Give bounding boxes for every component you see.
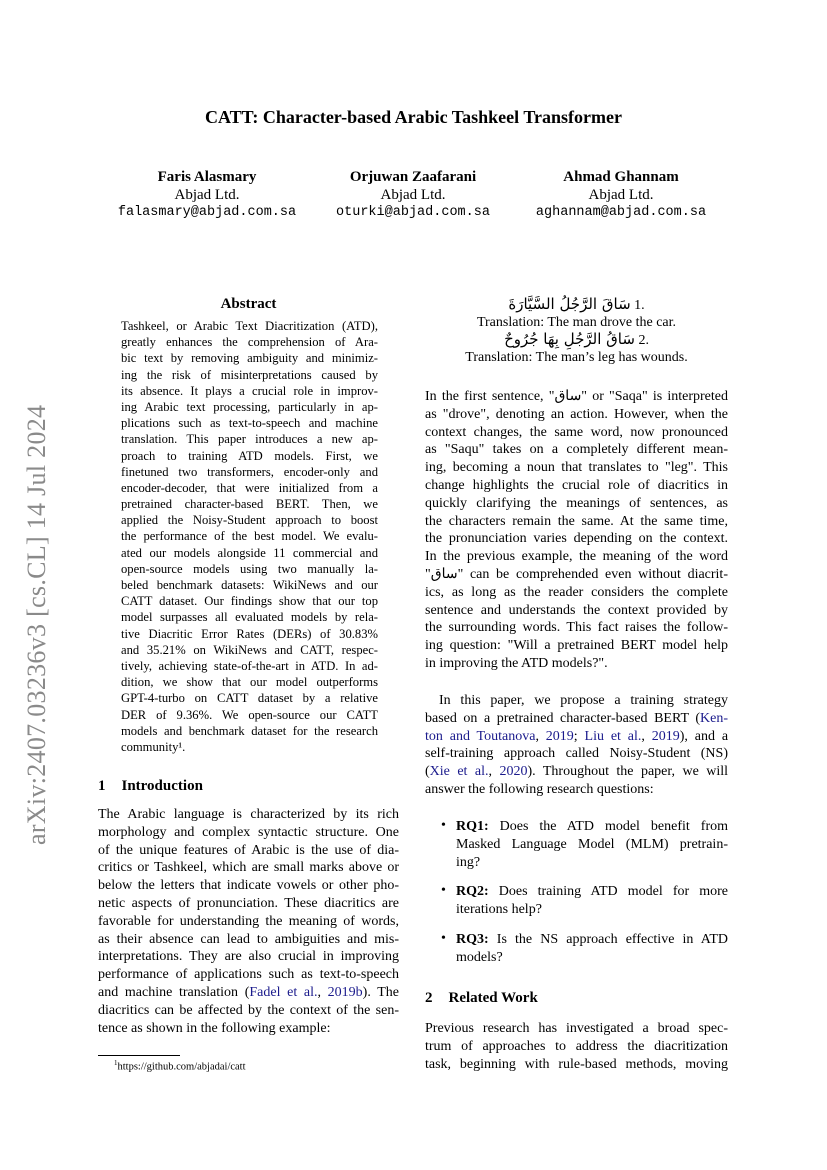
text-line: greatly enhances the comprehension of Ara- (121, 335, 378, 350)
text-line: performance of applications such as text-to-speech (98, 967, 399, 983)
text-line: ing question: "Will a pretrained BERT model help (425, 638, 728, 654)
text-line: models and benchmark dataset for the research (121, 723, 378, 738)
example-1-arabic: سَاقَ الرَّجُلُ السَّيَّارَةَ 1. (508, 295, 645, 313)
bullet-icon: • (441, 818, 446, 833)
question-label: RQ1: (456, 819, 489, 834)
text-line: sentence and understands the context provided by (425, 602, 728, 618)
section-title: Introduction (121, 778, 203, 794)
text-line: ing Arabic text processing, particularly in ap- (121, 399, 378, 414)
paper-title: CATT: Character-based Arabic Tashkeel Transformer (205, 107, 622, 127)
text-line: DER of 9.36%. We open-source our CATT (121, 707, 378, 722)
question-label: RQ3: (456, 932, 489, 947)
text-span: ). The (362, 984, 399, 1000)
text-line: the characters remain the same. At the same time, (425, 513, 728, 529)
text-line: GPT-4-turbo on CATT dataset by a relative (121, 691, 378, 706)
author-email: falasmary@abjad.com.sa (117, 205, 297, 220)
text-line: below the letters that indicate vowels or other pho- (98, 878, 399, 894)
section-number: 1 (98, 778, 106, 794)
text-line: iterations help? (456, 902, 542, 918)
text-line: Tashkeel, or Arabic Text Diacritization (ATD), (121, 319, 378, 333)
text-line: ing the risk of misinterpretations caused by (121, 367, 378, 382)
text-line: quickly clarifying the meanings of sentences, as (425, 495, 728, 511)
section-title: Related Work (448, 990, 538, 1006)
footnote-link[interactable]: https://github.com/abjadai/catt (117, 1061, 246, 1073)
text-line: ated our models alongside 11 commercial and (121, 545, 378, 560)
text-line (425, 763, 728, 781)
example-2-arabic: سَاقُ الرَّجُلِ بِهَا جُرُوحٌ 2. (504, 330, 649, 348)
author-email: oturki@abjad.com.sa (336, 205, 490, 220)
citation-link[interactable]: 2020 (499, 764, 528, 780)
text-line: tive Diacritic Error Rates (DERs) of 30.83% (121, 626, 378, 641)
abstract-heading: Abstract (220, 296, 277, 312)
author-email: aghannam@abjad.com.sa (535, 205, 707, 220)
example-1-translation: Translation: The man drove the car. (476, 315, 677, 330)
author-2 (293, 168, 533, 222)
text-line (425, 692, 728, 710)
text-line: interpretations. They are also crucial in improving (98, 949, 399, 965)
citation-link[interactable]: 2019 (545, 728, 574, 744)
text-line: models? (456, 949, 503, 965)
text-line: in improving the ATD models?". (425, 655, 608, 671)
text-line: critics or Tashkeel, which are small marks above or (98, 860, 399, 876)
text-line (425, 781, 728, 799)
text-line: the surrounding words. This fact raises the follow- (425, 620, 728, 636)
example-2-translation: Translation: The man’s leg has wounds. (465, 350, 688, 365)
text-line: "ساق" can be comprehended even without diacrit- (425, 566, 728, 582)
abstract-body (121, 318, 378, 755)
author-name: Faris Alasmary (157, 169, 257, 185)
text-line: finetuned two transformers, encoder-only and (121, 464, 378, 479)
text-line: the performance of the best model. We evalu- (121, 529, 378, 544)
text-span: ( (425, 764, 430, 780)
text-line: Previous research has investigated a broad spec- (425, 1021, 728, 1036)
bullet-icon: • (441, 931, 446, 946)
text-line: diacritics can be affected by the context of the sen- (98, 1002, 399, 1018)
text-line: as "drove", denoting an action. However, when the (425, 406, 728, 422)
citation-link[interactable]: ton and Toutanova (425, 728, 536, 744)
author-3 (501, 168, 741, 222)
text-line: its absence. It plays a crucial role in improv- (121, 383, 378, 398)
text-span: self-training approach called Noisy-Student (NS) (425, 746, 728, 762)
text-line: as "Saqu" takes on a completely different mean- (425, 442, 728, 458)
text-line: In the previous example, the meaning of the word (425, 549, 728, 565)
text-span: , (317, 984, 328, 1000)
text-line: plications such as text-to-speech and machine (121, 416, 378, 431)
text-line: encoder-decoder, that were initialized from a (121, 480, 378, 495)
author-1 (87, 168, 327, 222)
footnote-rule (98, 1055, 180, 1056)
text-span: and machine translation ( (98, 984, 250, 1000)
citation-link[interactable]: 2019b (327, 984, 363, 1000)
citation-link[interactable]: Fadel et al. (249, 984, 318, 1000)
paragraph-proposal (425, 692, 728, 799)
text-line: change highlights the crucial role of diacritics in (425, 477, 728, 493)
text-line: community¹. (121, 739, 186, 754)
text-span: ). Throughout the paper, we will (527, 764, 729, 780)
text-line: pretrained character-based BERT. Then, we (121, 497, 378, 512)
text-line: context changes, the same word, now pronounced (425, 424, 728, 440)
bullet-icon: • (441, 883, 446, 899)
text-line: tence as shown in the following example: (98, 1020, 331, 1036)
paragraph-diacritics-context (425, 388, 728, 673)
text-line: translation. This paper introduces a new ap- (121, 432, 378, 447)
text-line: tively, achieving state-of-the-art in ATD. In ad- (121, 658, 378, 673)
research-question-1 (441, 818, 728, 871)
author-name: Ahmad Ghannam (563, 169, 679, 185)
text-span: , (641, 728, 652, 744)
intro-body (98, 806, 399, 1037)
citation-link[interactable]: Ken- (700, 710, 728, 726)
text-line: The Arabic language is characterized by its rich (98, 807, 399, 822)
related-body (425, 1020, 728, 1073)
text-line: ics, as long as the reader considers the complete (425, 584, 728, 600)
text-span: ; (573, 728, 585, 744)
section-number: 2 (425, 990, 433, 1006)
text-line: CATT dataset. Our findings show that our top (121, 594, 378, 609)
text-line: netic aspects of pronunciation. These diacritics are (98, 895, 399, 911)
text-span: ), and a (679, 728, 729, 744)
text-line: the pronunciation varies depending on the context. (425, 531, 728, 547)
text-line: In the first sentence, "ساق" or "Saqa" is interpreted (425, 389, 728, 404)
text-line: applied the Noisy-Student approach to boost (121, 513, 378, 528)
text-line: task, beginning with rule-based methods, moving (425, 1056, 728, 1072)
text-line: proach to training ATD models. First, we (121, 448, 378, 463)
citation-link[interactable]: Liu et al. (584, 728, 642, 744)
footnote (114, 1059, 246, 1073)
text-line (98, 984, 399, 1002)
text-span: , (535, 728, 546, 744)
author-name: Orjuwan Zaafarani (349, 169, 477, 185)
text-span: In this paper, we propose a training strategy (439, 693, 728, 708)
section-2-heading (425, 990, 538, 1007)
author-affiliation: Abjad Ltd. (380, 187, 446, 203)
author-affiliation: Abjad Ltd. (588, 187, 654, 203)
text-line: favorable for understanding the meaning of words, (98, 913, 399, 929)
text-line: Masked Language Model (MLM) pretrain- (456, 836, 728, 852)
arxiv-stamp: arXiv:2407.03236v3 [cs.CL] 14 Jul 2024 (22, 404, 51, 845)
question-label: RQ2: (456, 884, 489, 900)
examples (425, 296, 728, 366)
research-question-2 (441, 883, 728, 919)
author-affiliation: Abjad Ltd. (174, 187, 240, 203)
text-line: beled benchmark datasets: WikiNews and our (121, 578, 378, 592)
text-line: ing? (456, 854, 481, 870)
citation-link[interactable]: Xie et al. (429, 764, 489, 780)
text-line: model surpasses all evaluated models by rela- (121, 610, 378, 625)
text-line: RQ2: Does training ATD model for more (456, 884, 728, 900)
text-line: bic text by removing ambiguity and minimiz- (121, 351, 378, 366)
text-line: and 35.21% on WikiNews and CATT, respec- (121, 642, 378, 657)
text-span: , (488, 764, 500, 780)
text-span: answer the following research questions: (425, 781, 654, 797)
text-line: RQ3: Is the NS approach effective in ATD (456, 932, 728, 947)
text-line: open-source models using two manually la- (121, 561, 378, 576)
section-1-heading (98, 778, 203, 795)
text-line: of the unique features of Arabic is the use of dia- (98, 842, 399, 858)
text-line (425, 710, 728, 728)
text-line (425, 728, 728, 746)
text-line: morphology and complex syntactic structure. One (98, 824, 399, 840)
text-line: RQ1: Does the ATD model benefit from (456, 819, 728, 834)
text-line: dition, we show that our model outperforms (121, 675, 378, 690)
research-question-3 (441, 931, 728, 967)
text-line: trum of approaches to address the diacritization (425, 1038, 728, 1054)
text-line: as their absence can lead to ambiguities and mis- (98, 931, 399, 947)
citation-link[interactable]: 2019 (651, 728, 680, 744)
text-line: ing, becoming a noun that translates to "leg". This (425, 460, 728, 476)
text-line (425, 745, 728, 763)
footnote-mark: 1 (114, 1059, 118, 1067)
text-span: based on a pretrained character-based BERT ( (425, 710, 700, 726)
